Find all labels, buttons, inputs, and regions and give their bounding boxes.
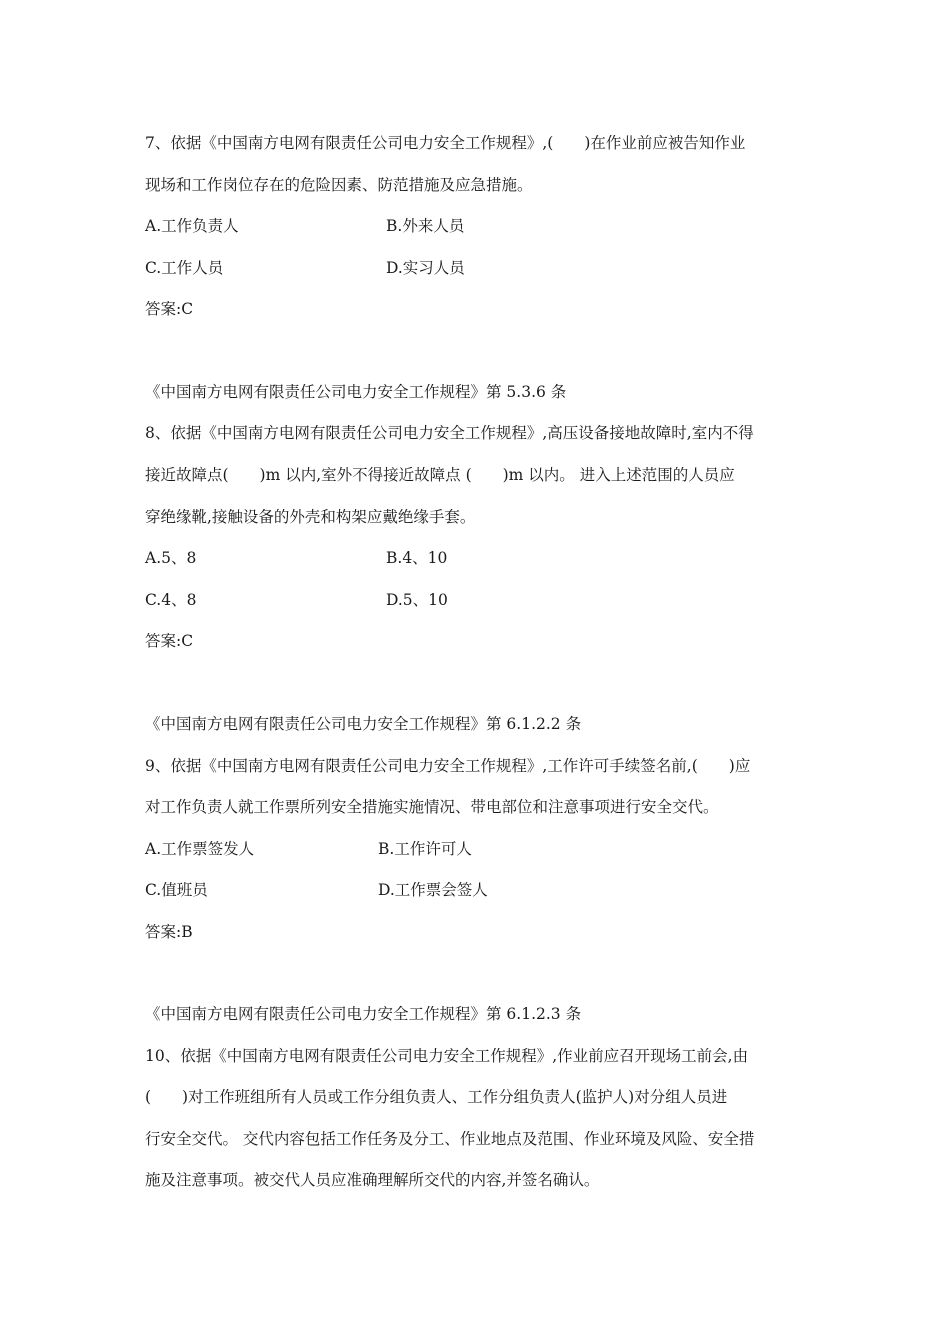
question-7-option-b: B.外来人员 <box>386 217 465 235</box>
question-9-option-d: D.工作票会签人 <box>378 881 488 899</box>
question-8-reference: 《中国南方电网有限责任公司电力安全工作规程》第 6.1.2.2 条 <box>145 715 582 733</box>
question-7-stem-line-1: 7、依据《中国南方电网有限责任公司电力安全工作规程》,( )在作业前应被告知作业 <box>145 134 746 152</box>
question-9-stem-line-2: 对工作负责人就工作票所列安全措施实施情况、带电部位和注意事项进行安全交代。 <box>145 798 719 816</box>
question-10-stem-line-2: ( )对工作班组所有人员或工作分组负责人、工作分组负责人(监护人)对分组人员进 <box>145 1088 728 1106</box>
question-9-stem-line-1: 9、依据《中国南方电网有限责任公司电力安全工作规程》,工作许可手续签名前,( )应 <box>145 757 751 775</box>
question-8-answer: 答案:C <box>145 632 194 650</box>
question-9-option-a: A.工作票签发人 <box>145 840 255 858</box>
question-7-option-d: D.实习人员 <box>386 259 465 277</box>
question-9-reference: 《中国南方电网有限责任公司电力安全工作规程》第 6.1.2.3 条 <box>145 1005 582 1023</box>
question-10-stem-line-3: 行安全交代。 交代内容包括工作任务及分工、作业地点及范围、作业环境及风险、安全措 <box>145 1130 755 1148</box>
question-8-option-d: D.5、10 <box>386 591 448 609</box>
question-7-reference: 《中国南方电网有限责任公司电力安全工作规程》第 5.3.6 条 <box>145 383 567 401</box>
question-8-option-c: C.4、8 <box>145 591 197 609</box>
question-9-option-b: B.工作许可人 <box>378 840 472 858</box>
question-9-answer: 答案:B <box>145 923 193 941</box>
question-8-stem-line-3: 穿绝缘靴,接触设备的外壳和构架应戴绝缘手套。 <box>145 508 476 526</box>
question-10-stem-line-4: 施及注意事项。被交代人员应准确理解所交代的内容,并签名确认。 <box>145 1171 600 1189</box>
question-8-stem-line-1: 8、依据《中国南方电网有限责任公司电力安全工作规程》,高压设备接地故障时,室内不得 <box>145 424 754 442</box>
question-7-option-c: C.工作人员 <box>145 259 224 277</box>
question-7-stem-line-2: 现场和工作岗位存在的危险因素、防范措施及应急措施。 <box>145 176 533 194</box>
question-8-option-a: A.5、8 <box>145 549 197 567</box>
question-9-option-c: C.值班员 <box>145 881 208 899</box>
question-7-option-a: A.工作负责人 <box>145 217 239 235</box>
question-8-option-b: B.4、10 <box>386 549 448 567</box>
question-10-stem-line-1: 10、依据《中国南方电网有限责任公司电力安全工作规程》,作业前应召开现场工前会,由 <box>145 1047 749 1065</box>
question-7-answer: 答案:C <box>145 300 194 318</box>
question-8-stem-line-2: 接近故障点( )m 以内,室外不得接近故障点 ( )m 以内。 进入上述范围的人员应 <box>145 466 735 484</box>
